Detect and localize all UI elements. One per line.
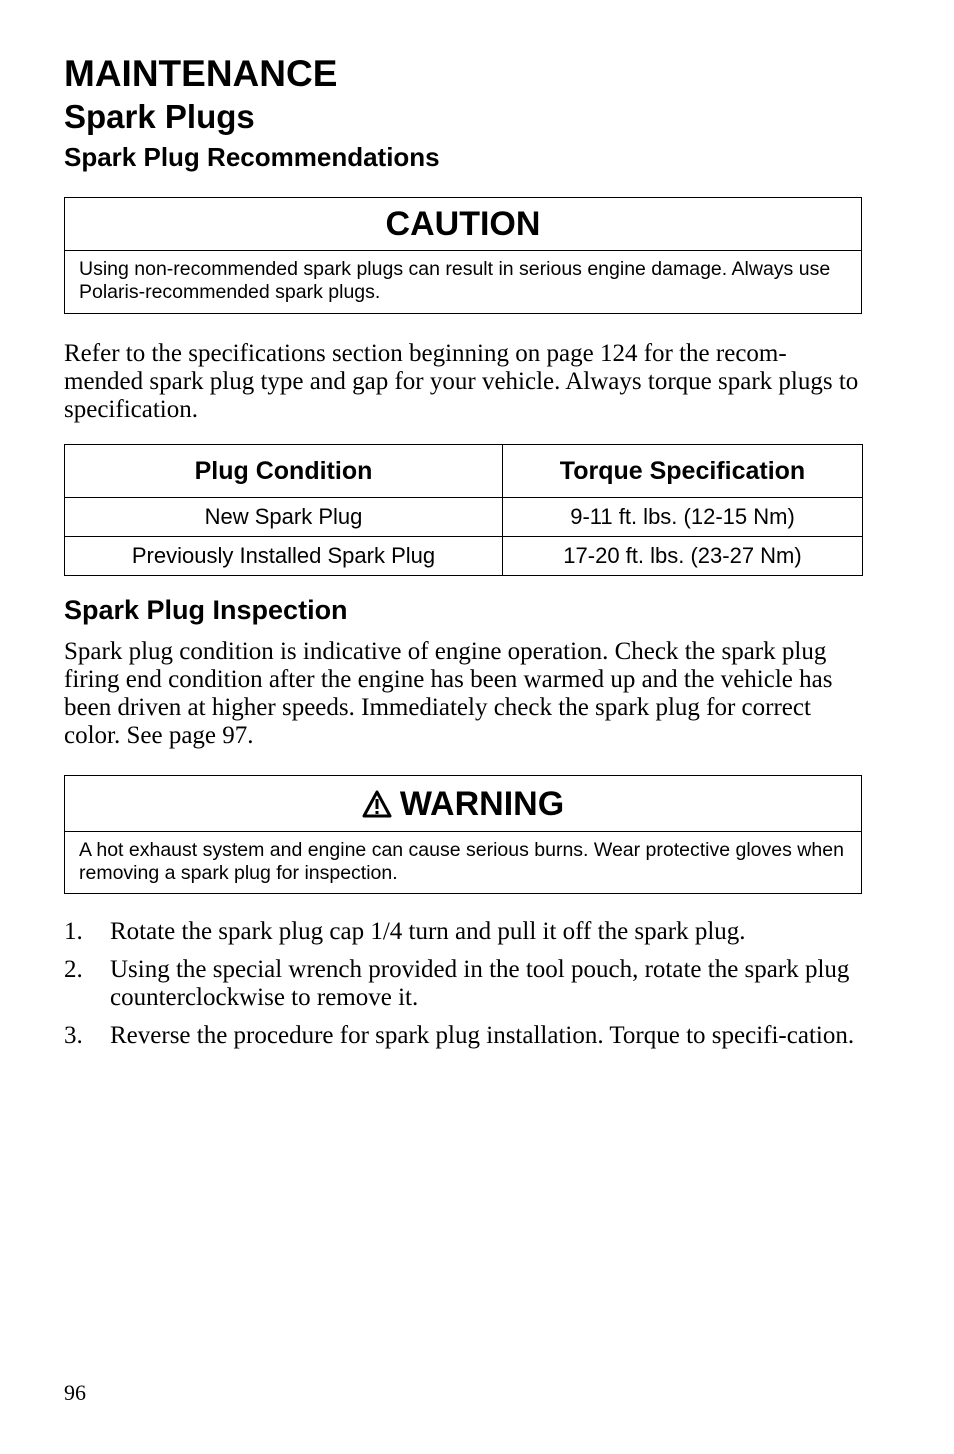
table-header-row [65, 445, 863, 498]
table-header-cell: Torque Specification [503, 445, 863, 498]
step-number: 3. [64, 1022, 83, 1049]
steps-list [64, 918, 864, 1060]
caution-text: Using non-recommended spark plugs can result in serious engine damage. Always use Polaris-recommended spark plugs. [79, 258, 831, 303]
warning-text: A hot exhaust system and engine can cause serious burns. Wear protective gloves when removing a spark plug for inspection. [79, 839, 844, 884]
step-text: Rotate the spark plug cap 1/4 turn and pull it off the spark plug. [110, 918, 746, 945]
page-title: Spark Plugs [64, 98, 255, 135]
section-title: MAINTENANCE [64, 53, 338, 94]
warning-triangle-icon [362, 790, 392, 818]
caution-box [64, 197, 862, 314]
inspection-paragraph: Spark plug condition is indicative of engine operation. Check the spark plug firing end condition after the engine has been warmed up and the vehicle has been driven at higher speeds. Immediately check the spark plug for correct color. See page 97. [64, 638, 833, 749]
subsection-title: Spark Plug Recommendations [64, 142, 440, 172]
table-row [65, 498, 863, 537]
step-number: 1. [64, 918, 83, 945]
list-item [64, 956, 864, 1012]
table-cell: Previously Installed Spark Plug [65, 537, 503, 576]
list-item [64, 1022, 864, 1050]
table-row [65, 537, 863, 576]
page-number: 96 [64, 1380, 86, 1405]
table-cell: New Spark Plug [65, 498, 503, 537]
intro-paragraph: Refer to the specifications section beginning on page 124 for the recom-mended spark plug type and gap for your vehicle. Always torque spark plugs to specification. [64, 340, 859, 423]
table-cell: 9-11 ft. lbs. (12-15 Nm) [503, 498, 863, 537]
warning-heading: WARNING [399, 784, 565, 823]
table-header-cell: Plug Condition [65, 445, 503, 498]
inspection-heading: Spark Plug Inspection [64, 595, 348, 625]
list-item [64, 918, 864, 946]
torque-table [64, 444, 863, 576]
caution-heading: CAUTION [65, 198, 861, 251]
step-text: Reverse the procedure for spark plug installation. Torque to specifi-cation. [110, 1022, 855, 1049]
step-number: 2. [64, 956, 83, 983]
step-text: Using the special wrench provided in the tool pouch, rotate the spark plug counterclockwise to remove it. [110, 956, 850, 1011]
table-cell: 17-20 ft. lbs. (23-27 Nm) [503, 537, 863, 576]
warning-box [64, 775, 862, 894]
warning-header [65, 776, 861, 832]
